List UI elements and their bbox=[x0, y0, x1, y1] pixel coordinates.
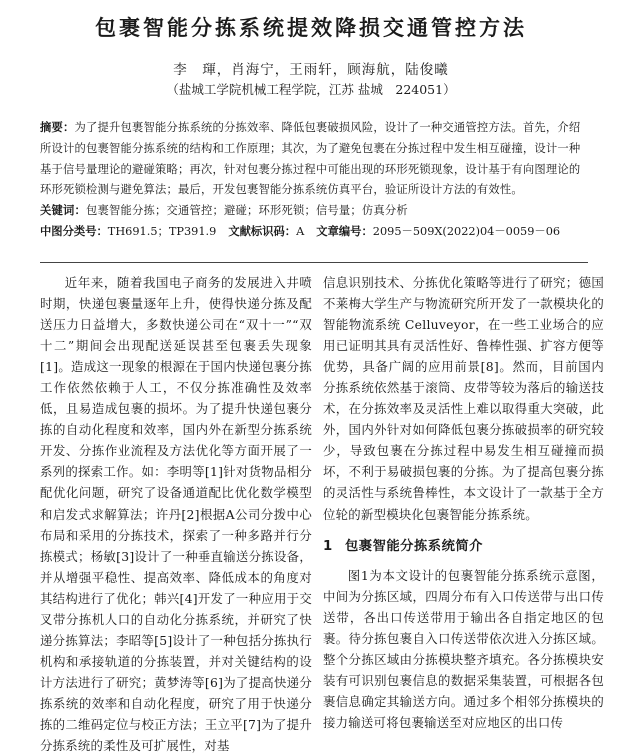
classification-line bbox=[40, 222, 588, 243]
paper-title: 包裹智能分拣系统提效降损交通管控方法 bbox=[95, 16, 527, 40]
section-title: 包裹智能分拣系统简介 bbox=[345, 538, 483, 554]
section-heading bbox=[323, 536, 604, 557]
left-column bbox=[40, 272, 312, 756]
keywords bbox=[40, 201, 588, 222]
abstract-block bbox=[40, 118, 588, 243]
article-no-label: 文章编号： bbox=[316, 224, 373, 238]
keywords-label: 关键词： bbox=[40, 204, 86, 218]
keywords-text: 包裹智能分拣；交通管控；避碰；环形死锁；信号量；仿真分析 bbox=[86, 204, 408, 218]
abstract bbox=[40, 118, 588, 201]
body-paragraph: 图1为本文设计的包裹智能分拣系统示意图，中间为分拣区域，四周分布有入口传送带与出口传送带，各出口传送带用于输出各自指定地区的包裹。待分拣包裹自入口传送带依次进入分拣区域。整个分拣区域由分拣模块整齐填充。各分拣模块安装有可识别包裹信息的数据采集装置，可根据各包裹信息确定其输送方向。通过多个相邻分拣模块的接力输送可将包裹输送至对应地区的出口传 bbox=[323, 567, 604, 730]
abstract-text: 为了提升包裹智能分拣系统的分拣效率、降低包裹破损风险，设计了一种交通管控方法。首先，介绍所设计的包裹智能分拣系统的结构和工作原理；其次，为了避免包裹在分拣过程中发生相互碰撞，设计一种基于信号量理论的避碰策略；再次，针对包裹分拣过程中可能出现的环形死锁现象，设计基于有向图理论的环形死锁检测与避免算法；最后，开发包裹智能分拣系统仿真平台，验证所设计方法的有效性。 bbox=[40, 121, 581, 197]
clc-label: 中图分类号： bbox=[40, 224, 108, 238]
body-paragraph: 近年来，随着我国电子商务的发展进入井喷时期，快递包裹量逐年上升，使得快递分拣及配送压力日益增大，多数快递公司在“双十一”“双十二”期间会出现配送延误甚至包裹丢失现象[1]。造成这一现象的根源在于国内快递包裹分拣工作依然依赖于人工，不仅分拣准确性及效率低，且易造成包裹的损坏。为了提升快递包裹分拣的自动化程度和效率，国内外在新型分拣系统开发、分拣作业流程及方法优化等方面开展了一系列的探索工作。如：李明等[1]针对货物品相分配优化问题，研究了设备通道配比优化数学模型和启发式求解算法；许丹[2]根据A公司分拨中心布局和采用的分拣技术，探索了一种多路并行分拣模式；杨敏[3]设计了一种垂直输送分拣设备，并从增强平稳性、提高效率、降低成本的角度对其结构进行了优化；韩兴[4]开发了一种应用于交叉带分拣机人口的自动化分拣系统，并研究了快递分拣算法；李昭等[5]设计了一种包括分拣执行机构和承接轨道的分拣装置，并对关键结构的设计方法进行了研究；黄梦涛等[6]为了提高快递分拣系统的效率和自动化程度，研究了用于快递分拣的二维码定位与校正方法；王立平[7]为了提升分拣系统的柔性及可扩展性，对基 bbox=[40, 275, 312, 754]
clc-value: TH691.5；TP391.9 bbox=[107, 224, 217, 238]
author-list: 李 琿，肖海宁，王雨轩，顾海航，陆俊曦 bbox=[173, 62, 449, 78]
divider-rule bbox=[40, 262, 588, 263]
doc-code-value: A bbox=[296, 224, 305, 238]
doc-code-label: 文献标识码： bbox=[228, 224, 297, 238]
abstract-label: 摘要： bbox=[40, 121, 75, 134]
article-no-value: 2095－509X(2022)04－0059－06 bbox=[372, 224, 561, 238]
right-column bbox=[323, 272, 604, 733]
affiliation: （盐城工学院机械工程学院，江苏 盐城 224051） bbox=[166, 82, 456, 97]
body-paragraph: 信息识别技术、分拣优化策略等进行了研究；德国不莱梅大学生产与物流研究所开发了一款模块化的智能物流系统 Celluveyor，在一些工业场合的应用已证明其具有灵活性好、鲁棒性强、扩容方便等优势，具备广阔的应用前景[8]。然而，目前国内分拣系统依然基于滚筒、皮带等较为落后的输送技术，在分拣效率及灵活性上难以取得重大突破，此外，国内外针对如何降低包裹分拣破损率的研究较少，导致包裹在分拣过程中易发生相互碰撞而损坏，不利于易破损包裹的分拣。为了提高包裹分拣的灵活性与系统鲁棒性，本文设计了一款基于全方位轮的新型模块化包裹智能分拣系统。 bbox=[323, 275, 604, 522]
section-number: 1 bbox=[323, 538, 333, 554]
